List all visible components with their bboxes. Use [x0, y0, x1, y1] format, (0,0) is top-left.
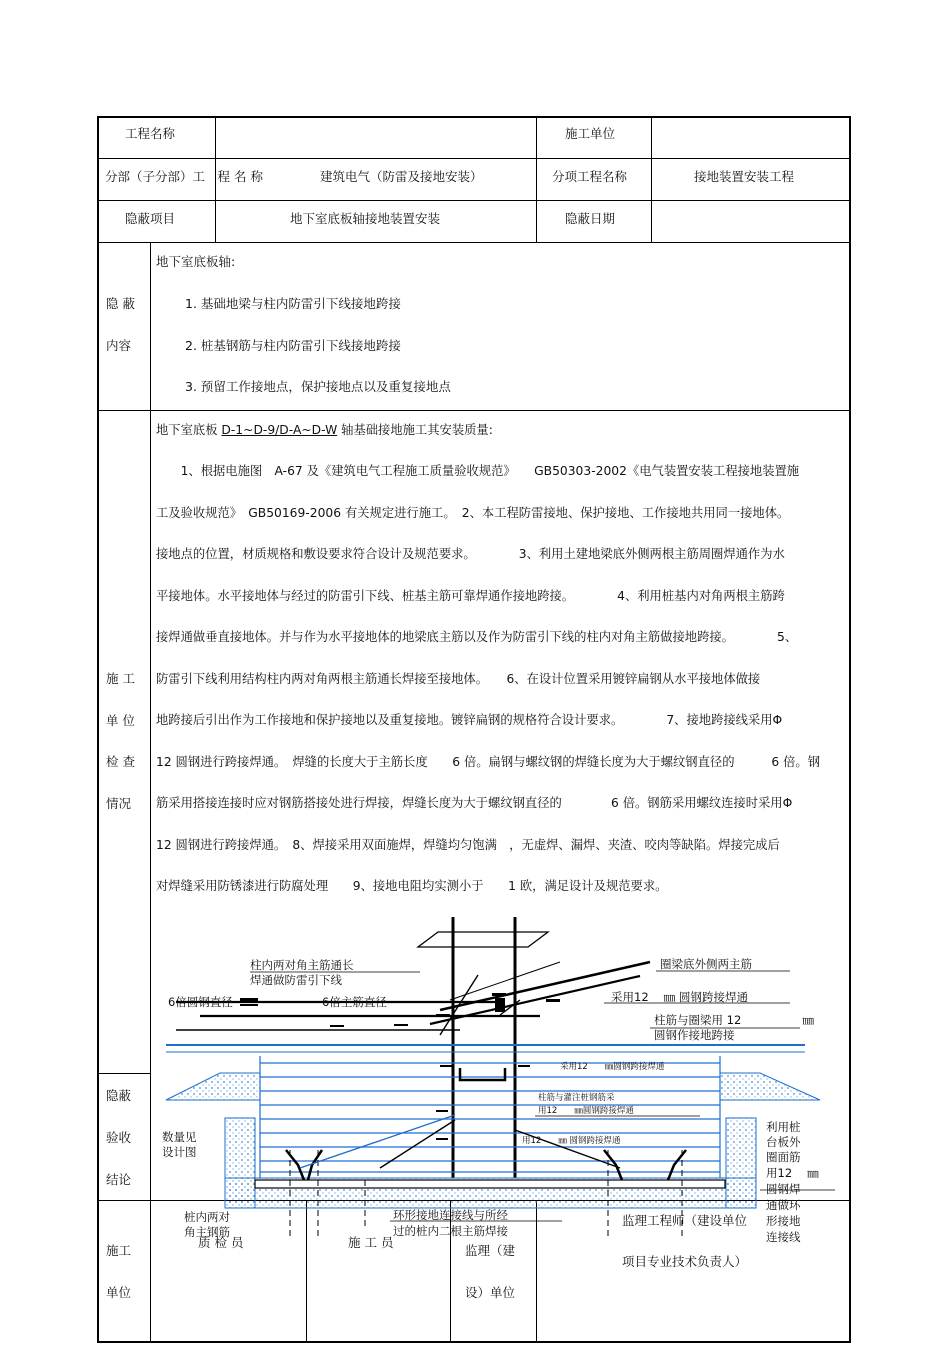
slab-rebar: [255, 1180, 725, 1188]
inspection-intro-prefix: 地下室底板: [156, 423, 222, 437]
label-small-use-12-b: 用12 ㎜ 圆钢跨接焊通: [522, 1136, 621, 1146]
label-right-note: 圈面筋: [766, 1150, 801, 1164]
qc-label: 质 检 员: [198, 1235, 244, 1250]
acceptance-label: 验收: [106, 1130, 132, 1145]
signature-unit-label: 单位: [106, 1285, 132, 1300]
inspection-label: 情况: [106, 796, 132, 811]
signature-unit-label: 施工: [106, 1243, 132, 1258]
inspection-line: 工及验收规范》 GB50169-2006 有关规定进行施工。 2、本工程防雷接地、保护接地、工作接地共用同一接地体。: [156, 506, 790, 520]
axis-range: D-1~D-9/D-A~D-W: [221, 423, 338, 437]
acceptance-label: 结论: [106, 1172, 132, 1187]
worker-label: 施 工 员: [348, 1235, 394, 1250]
label-right-note: 连接线: [766, 1230, 801, 1244]
hidden-item-label: 隐蔽项目: [125, 211, 176, 226]
mesh-lines: [260, 1056, 720, 1178]
inspection-line: 12 圆钢进行跨接焊通。 8、焊接采用双面施焊，焊缝均匀饱满 ，无虚焊、漏焊、夹渣、咬肉等缺陷。焊接完成后: [156, 838, 780, 852]
hidden-content-label: 内容: [106, 338, 132, 353]
hidden-content-item: 1. 基础地梁与柱内防雷引下线接地跨接: [185, 296, 401, 311]
inspection-line: 平接地体。水平接地体与经过的防雷引下线、桩基主筋可靠焊通作接地跨接。 4、利用桩基内对角两根主筋跨: [156, 589, 785, 603]
supervision-label: 设）单位: [465, 1285, 516, 1300]
label-pile-rebar-bottom: 桩内两对: [184, 1210, 230, 1224]
label-right-note: 形接地: [766, 1214, 801, 1228]
label-right-note: 利用桩: [766, 1120, 801, 1134]
hidden-content-item: 3. 预留工作接地点，保护接地点以及重复接地点: [185, 379, 451, 394]
tech-lead-label: 项目专业技术负责人）: [622, 1254, 748, 1269]
project-name-label: 工程名称: [125, 126, 176, 141]
label-use-12: 采用12 ㎜ 圆钢跨接焊通: [611, 990, 748, 1004]
inspection-line: 对焊缝采用防锈漆进行防腐处理 9、接地电阻均实测小于 1 欧，满足设计及规范要求。: [156, 879, 668, 893]
inspection-line: 1、根据电施图 A-67 及《建筑电气工程施工质量验收规范》 GB50303-2002《电气装置安装工程接地装置施: [156, 464, 800, 478]
label-ring-connection: 环形接地连接线与所经: [393, 1208, 508, 1222]
inspection-label: 单 位: [106, 713, 135, 728]
column-cap: [418, 932, 548, 947]
label-pile-rebar-bottom: 角主钢筋: [184, 1225, 230, 1239]
supervision-label: 监理（建: [465, 1243, 516, 1258]
label-column-rebar: 柱内两对角主筋通长: [250, 958, 354, 972]
inspection-label: 检 查: [106, 754, 135, 769]
inspection-line: 筋采用搭接连接时应对钢筋搭接处进行焊接，焊缝长度为大于螺纹钢直径的 6 倍。钢筋采用螺纹连接时采用Φ: [156, 796, 793, 810]
inspection-label: 施 工: [106, 671, 135, 686]
hidden-content-item: 2. 桩基钢筋与柱内防雷引下线接地跨接: [185, 338, 401, 353]
inspection-line: 防雷引下线利用结构柱内两对角两根主筋通长焊接至接地体。 6、在设计位置采用镀锌扁钢从水平接地体做接: [156, 672, 761, 686]
label-quantity: 数量见: [162, 1130, 197, 1144]
hidden-item-value: 地下室底板轴接地装置安装: [290, 211, 441, 226]
sub-division-value: 建筑电气（防雷及接地安装）: [320, 169, 483, 184]
label-ring-beam: 圈梁底外侧两主筋: [660, 957, 752, 971]
label-ring-connection: 过的桩内二根主筋焊接: [393, 1224, 508, 1238]
label-right-note: 通做环: [766, 1198, 801, 1212]
hidden-content-label: 隐 蔽: [106, 296, 135, 311]
construction-unit-label: 施工单位: [565, 126, 616, 141]
label-column-rebar: 焊通做防雷引下线: [250, 973, 342, 987]
inspection-line: 12 圆钢进行跨接焊通。 焊缝的长度大于主筋长度 6 倍。扁钢与螺纹钢的焊缝长度为大于螺纹钢直径的 6 倍。钢: [156, 755, 821, 769]
pile-cages: [286, 1068, 686, 1180]
label-column-ring: 圆钢作接地跨接: [654, 1028, 735, 1042]
inspection-line: 接焊通做垂直接地体。并与作为水平接地体的地梁底主筋以及作为防雷引下线的柱内对角主筋做接地跨接。 5、: [156, 630, 798, 644]
label-six-x-round: 6倍圆钢直径: [168, 995, 233, 1009]
link-line: [300, 1115, 455, 1168]
beam-rebar: [440, 975, 478, 1035]
inspection-line: 接地点的位置，材质规格和敷设要求符合设计及规范要求。 3、利用土建地梁底外侧两根主筋周圈焊通作为水: [156, 547, 785, 561]
acceptance-label: 隐蔽: [106, 1088, 132, 1103]
label-right-note: 用12 ㎜: [766, 1166, 819, 1180]
inspection-line: 地跨接后引出作为工作接地和保护接地以及重复接地。镀锌扁钢的规格符合设计要求。 7、接地跨接线采用Φ: [156, 713, 783, 727]
label-column-ring: 柱筋与圈梁用 12 ㎜: [654, 1013, 814, 1027]
sub-item-label: 分项工程名称: [552, 169, 628, 184]
label-pile-rebar: 柱筋与灌注桩钢筋采: [538, 1093, 615, 1103]
label-six-x-main: 6倍主筋直径: [322, 995, 387, 1009]
sub-item-value: 接地装置安装工程: [694, 169, 795, 184]
label-right-note: 圆钢焊: [766, 1182, 801, 1196]
label-small-use-12: 采用12 ㎜圆钢跨接焊通: [560, 1062, 665, 1072]
sub-division-label: 分部（子分部）工 程 名 称: [105, 169, 263, 184]
hidden-content-intro: 地下室底板轴:: [156, 254, 236, 269]
inspection-intro-suffix: 轴基础接地施工其安装质量:: [337, 423, 493, 437]
engineer-label: 监理工程师（建设单位: [622, 1213, 748, 1228]
slope-left: [166, 1073, 260, 1100]
label-right-note: 台板外: [766, 1135, 801, 1149]
slope-right: [720, 1073, 820, 1100]
label-quantity: 设计图: [162, 1145, 197, 1159]
label-pile-rebar: 用12 ㎜圆钢跨接焊通: [538, 1106, 634, 1116]
hidden-date-label: 隐蔽日期: [565, 211, 616, 226]
